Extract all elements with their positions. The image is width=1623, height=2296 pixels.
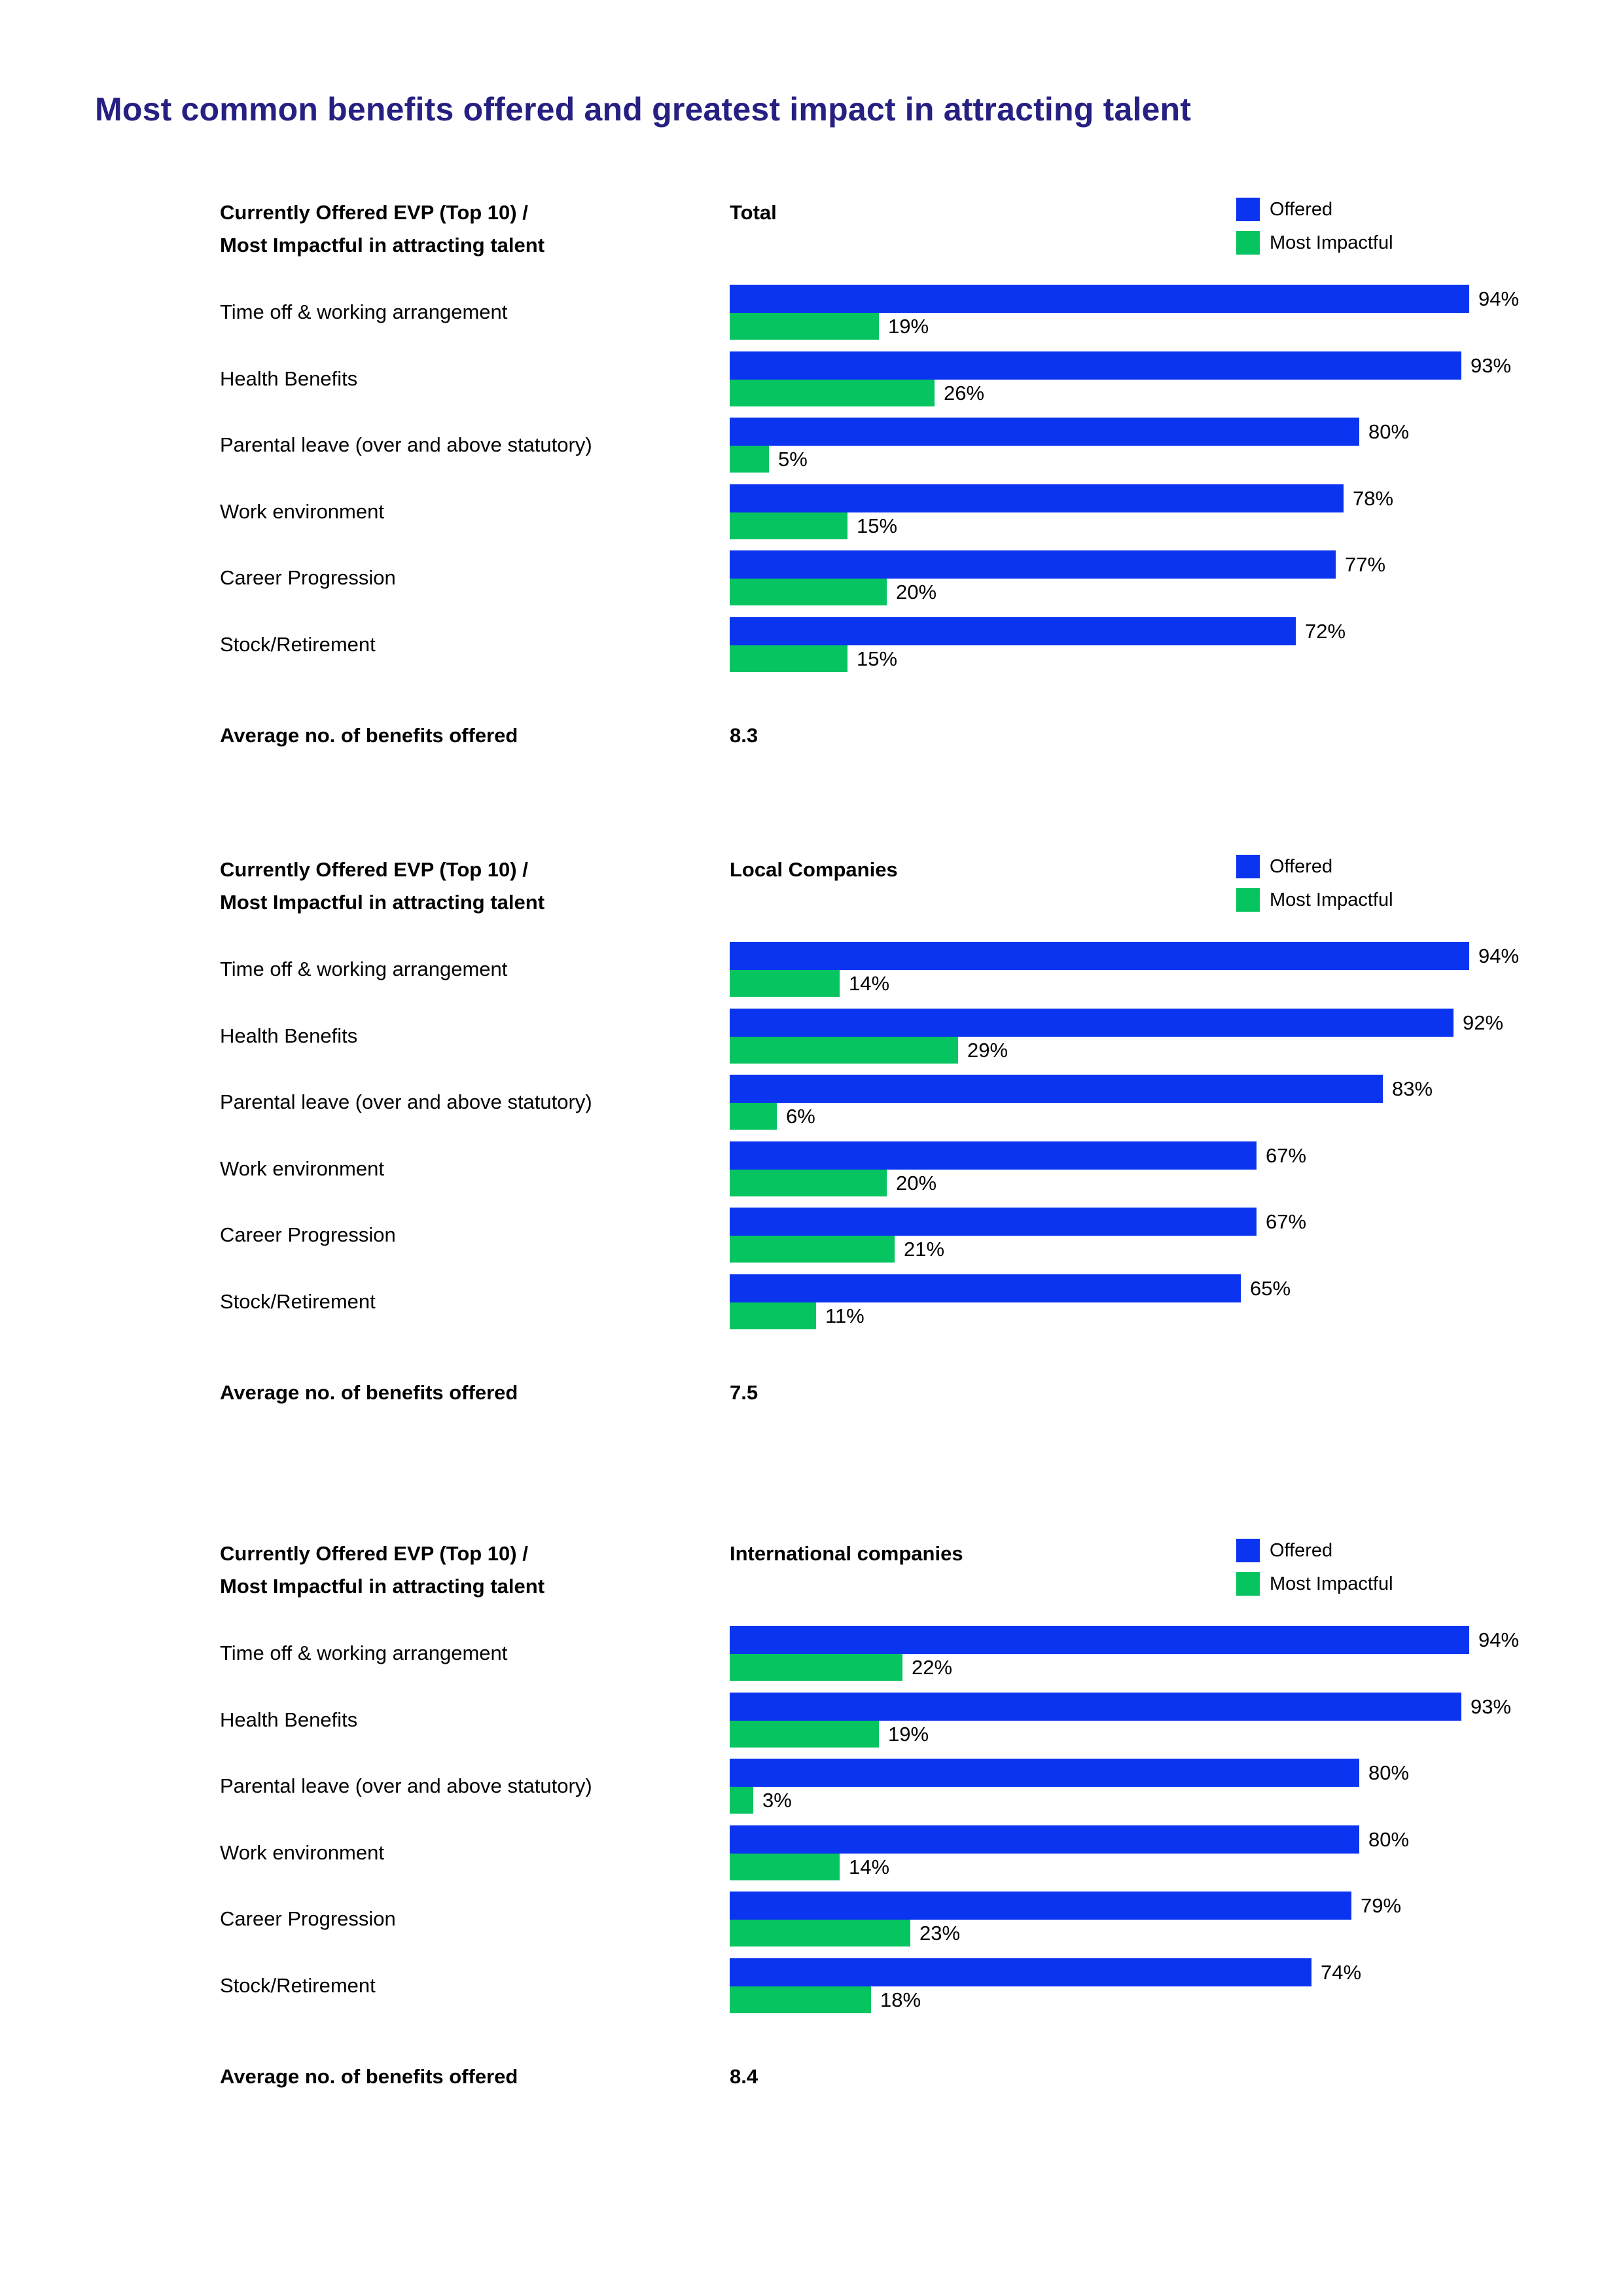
offered-bar-line [730, 1075, 1574, 1103]
impactful-bar-line [730, 380, 1574, 406]
impactful-bar [730, 1920, 910, 1946]
offered-bar-line [730, 942, 1574, 970]
bar-pair [730, 1626, 1574, 1681]
legend-label-offered: Offered [1270, 198, 1333, 220]
legend-label-offered: Offered [1270, 855, 1333, 877]
bar-row [0, 1825, 1623, 1880]
impactful-bar [730, 970, 840, 997]
offered-bar-line [730, 285, 1574, 313]
bar-row [0, 1141, 1623, 1196]
bar-row [0, 484, 1623, 539]
page-title: Most common benefits offered and greatest impact in attracting talent [95, 91, 1192, 128]
impactful-bar-line [730, 1654, 1574, 1681]
row-label: Work environment [220, 1157, 384, 1180]
offered-bar-line [730, 1208, 1574, 1236]
offered-value: 80% [1368, 420, 1410, 443]
bar-pair [730, 1274, 1574, 1329]
offered-bar [730, 1141, 1257, 1170]
legend [1236, 198, 1393, 264]
impactful-bar-line [730, 970, 1574, 997]
bar-pair [730, 942, 1574, 997]
bar-row [0, 1009, 1623, 1064]
group-title: Local Companies [730, 858, 898, 881]
row-header [220, 1537, 544, 1603]
chart-section [0, 853, 1623, 1443]
impactful-bar [730, 512, 847, 539]
offered-bar-line [730, 617, 1574, 645]
bar-row [0, 351, 1623, 406]
bar-pair [730, 1009, 1574, 1064]
legend-item-offered [1236, 855, 1393, 878]
offered-bar [730, 942, 1469, 970]
impactful-value: 14% [849, 971, 890, 995]
row-label: Health Benefits [220, 367, 358, 390]
chart-section [0, 196, 1623, 785]
legend-item-offered [1236, 1539, 1393, 1562]
bar-pair [730, 1892, 1574, 1946]
impactful-bar-line [730, 313, 1574, 340]
impactful-bar [730, 1986, 871, 2013]
offered-bar-line [730, 1825, 1574, 1854]
offered-bar-line [730, 1892, 1574, 1920]
impactful-value: 3% [762, 1788, 792, 1812]
offered-bar [730, 1759, 1359, 1787]
average-label: Average no. of benefits offered [220, 724, 518, 747]
impactful-bar [730, 1787, 753, 1814]
bar-pair [730, 1208, 1574, 1263]
impactful-bar [730, 380, 935, 406]
offered-bar-line [730, 1958, 1574, 1986]
offered-bar-line [730, 1009, 1574, 1037]
bar-pair [730, 550, 1574, 605]
offered-bar [730, 550, 1336, 579]
offered-bar [730, 484, 1344, 512]
impactful-bar [730, 1302, 816, 1329]
row-header [220, 853, 544, 919]
impactful-bar-line [730, 1721, 1574, 1748]
offered-bar-line [730, 1759, 1574, 1787]
impactful-bar [730, 1103, 777, 1130]
offered-bar [730, 351, 1461, 380]
offered-bar [730, 285, 1469, 313]
bar-pair [730, 617, 1574, 672]
impactful-value: 6% [786, 1104, 815, 1128]
chart-section [0, 1537, 1623, 2126]
impactful-bar-line [730, 1854, 1574, 1880]
offered-bar [730, 1892, 1351, 1920]
impactful-value: 19% [888, 314, 929, 338]
row-label: Parental leave (over and above statutory) [220, 1090, 592, 1113]
bar-pair [730, 1958, 1574, 2013]
bar-pair [730, 285, 1574, 340]
row-label: Career Progression [220, 1907, 396, 1930]
offered-value: 72% [1305, 619, 1346, 643]
impactful-value: 18% [880, 1988, 921, 2011]
average-label: Average no. of benefits offered [220, 2065, 518, 2088]
legend [1236, 855, 1393, 922]
group-title: Total [730, 201, 777, 224]
impactful-bar-line [730, 1170, 1574, 1196]
impactful-bar [730, 1721, 879, 1748]
impactful-bar-line [730, 1236, 1574, 1263]
offered-bar-line [730, 550, 1574, 579]
row-label: Work environment [220, 500, 384, 523]
impactful-value: 22% [912, 1655, 953, 1679]
impactful-value: 26% [944, 381, 985, 404]
row-label: Time off & working arrangement [220, 958, 508, 980]
impactful-value: 29% [967, 1038, 1008, 1062]
offered-bar [730, 1075, 1383, 1103]
row-label: Stock/Retirement [220, 1290, 376, 1313]
offered-value: 74% [1321, 1960, 1362, 1984]
offered-swatch [1236, 198, 1260, 221]
offered-value: 79% [1361, 1893, 1402, 1917]
bar-row [0, 617, 1623, 672]
offered-value: 65% [1250, 1276, 1291, 1300]
bar-pair [730, 1693, 1574, 1748]
group-title: International companies [730, 1542, 963, 1565]
bar-row [0, 1892, 1623, 1946]
offered-bar-line [730, 1626, 1574, 1654]
offered-value: 94% [1478, 287, 1520, 310]
bar-pair [730, 418, 1574, 473]
average-label: Average no. of benefits offered [220, 1381, 518, 1404]
impactful-bar [730, 313, 879, 340]
bar-pair [730, 1825, 1574, 1880]
impactful-value: 20% [896, 1171, 937, 1194]
bar-row [0, 285, 1623, 340]
bar-row [0, 1626, 1623, 1681]
legend-item-impactful [1236, 231, 1393, 255]
impactful-value: 23% [919, 1921, 961, 1945]
impactful-swatch [1236, 231, 1260, 255]
offered-value: 78% [1353, 486, 1394, 510]
impactful-bar-line [730, 1787, 1574, 1814]
row-label: Stock/Retirement [220, 633, 376, 656]
offered-bar-line [730, 1693, 1574, 1721]
row-label: Career Progression [220, 1223, 396, 1246]
bar-pair [730, 1759, 1574, 1814]
bar-row [0, 1759, 1623, 1814]
impactful-value: 20% [896, 580, 937, 603]
bar-pair [730, 484, 1574, 539]
row-header-line2: Most Impactful in attracting talent [220, 1575, 545, 1598]
impactful-swatch [1236, 888, 1260, 912]
row-label: Health Benefits [220, 1024, 358, 1047]
impactful-bar [730, 446, 769, 473]
impactful-value: 14% [849, 1855, 890, 1878]
impactful-value: 15% [857, 514, 898, 537]
offered-bar [730, 1825, 1359, 1854]
offered-bar [730, 617, 1296, 645]
bar-row [0, 418, 1623, 473]
offered-value: 92% [1463, 1011, 1504, 1034]
row-label: Time off & working arrangement [220, 300, 508, 323]
bar-row [0, 1693, 1623, 1748]
offered-bar-line [730, 484, 1574, 512]
impactful-swatch [1236, 1572, 1260, 1596]
offered-value: 77% [1345, 552, 1386, 576]
impactful-bar [730, 1236, 895, 1263]
impactful-value: 19% [888, 1722, 929, 1746]
offered-bar [730, 1009, 1454, 1037]
legend-label-impactful: Most Impactful [1270, 1573, 1393, 1594]
offered-value: 94% [1478, 944, 1520, 967]
offered-value: 67% [1266, 1210, 1307, 1233]
offered-bar [730, 418, 1359, 446]
row-header-line2: Most Impactful in attracting talent [220, 234, 545, 257]
row-header-line1: Currently Offered EVP (Top 10) / [220, 858, 528, 881]
legend-label-impactful: Most Impactful [1270, 232, 1393, 253]
legend-item-impactful [1236, 1572, 1393, 1596]
row-label: Stock/Retirement [220, 1974, 376, 1997]
impactful-bar-line [730, 1103, 1574, 1130]
impactful-bar-line [730, 1920, 1574, 1946]
offered-value: 94% [1478, 1628, 1520, 1651]
bar-row [0, 1958, 1623, 2013]
row-label: Time off & working arrangement [220, 1641, 508, 1664]
legend-label-impactful: Most Impactful [1270, 889, 1393, 910]
offered-value: 93% [1471, 1695, 1512, 1718]
offered-bar-line [730, 1141, 1574, 1170]
offered-value: 80% [1368, 1761, 1410, 1784]
legend [1236, 1539, 1393, 1605]
row-label: Parental leave (over and above statutory) [220, 1774, 592, 1797]
offered-bar-line [730, 351, 1574, 380]
offered-swatch [1236, 1539, 1260, 1562]
offered-swatch [1236, 855, 1260, 878]
average-value: 7.5 [730, 1381, 758, 1404]
bar-pair [730, 351, 1574, 406]
offered-bar [730, 1958, 1311, 1986]
bar-row [0, 942, 1623, 997]
row-header [220, 196, 544, 262]
impactful-bar [730, 645, 847, 672]
impactful-bar-line [730, 1302, 1574, 1329]
impactful-value: 5% [778, 447, 808, 471]
bar-row [0, 550, 1623, 605]
impactful-bar-line [730, 512, 1574, 539]
row-label: Parental leave (over and above statutory) [220, 433, 592, 456]
impactful-bar-line [730, 1986, 1574, 2013]
offered-bar [730, 1626, 1469, 1654]
row-label: Work environment [220, 1841, 384, 1864]
average-value: 8.4 [730, 2065, 758, 2088]
impactful-bar [730, 1170, 887, 1196]
offered-bar-line [730, 418, 1574, 446]
impactful-bar-line [730, 579, 1574, 605]
bar-pair [730, 1141, 1574, 1196]
impactful-bar-line [730, 446, 1574, 473]
impactful-bar [730, 1037, 958, 1064]
offered-value: 83% [1392, 1077, 1433, 1100]
offered-bar [730, 1274, 1241, 1302]
legend-label-offered: Offered [1270, 1539, 1333, 1561]
impactful-bar-line [730, 1037, 1574, 1064]
row-header-line2: Most Impactful in attracting talent [220, 891, 545, 914]
offered-value: 93% [1471, 353, 1512, 377]
legend-item-offered [1236, 198, 1393, 221]
offered-bar [730, 1208, 1257, 1236]
row-header-line1: Currently Offered EVP (Top 10) / [220, 1542, 528, 1565]
bar-row [0, 1274, 1623, 1329]
offered-value: 67% [1266, 1143, 1307, 1167]
impactful-bar [730, 579, 887, 605]
bar-pair [730, 1075, 1574, 1130]
impactful-value: 15% [857, 647, 898, 670]
offered-bar-line [730, 1274, 1574, 1302]
offered-bar [730, 1693, 1461, 1721]
row-header-line1: Currently Offered EVP (Top 10) / [220, 201, 528, 224]
impactful-value: 11% [825, 1304, 865, 1327]
impactful-bar-line [730, 645, 1574, 672]
bar-row [0, 1075, 1623, 1130]
row-label: Career Progression [220, 566, 396, 589]
impactful-value: 21% [904, 1237, 945, 1261]
average-value: 8.3 [730, 724, 758, 747]
row-label: Health Benefits [220, 1708, 358, 1731]
impactful-bar [730, 1854, 840, 1880]
bar-row [0, 1208, 1623, 1263]
offered-value: 80% [1368, 1827, 1410, 1851]
legend-item-impactful [1236, 888, 1393, 912]
impactful-bar [730, 1654, 902, 1681]
